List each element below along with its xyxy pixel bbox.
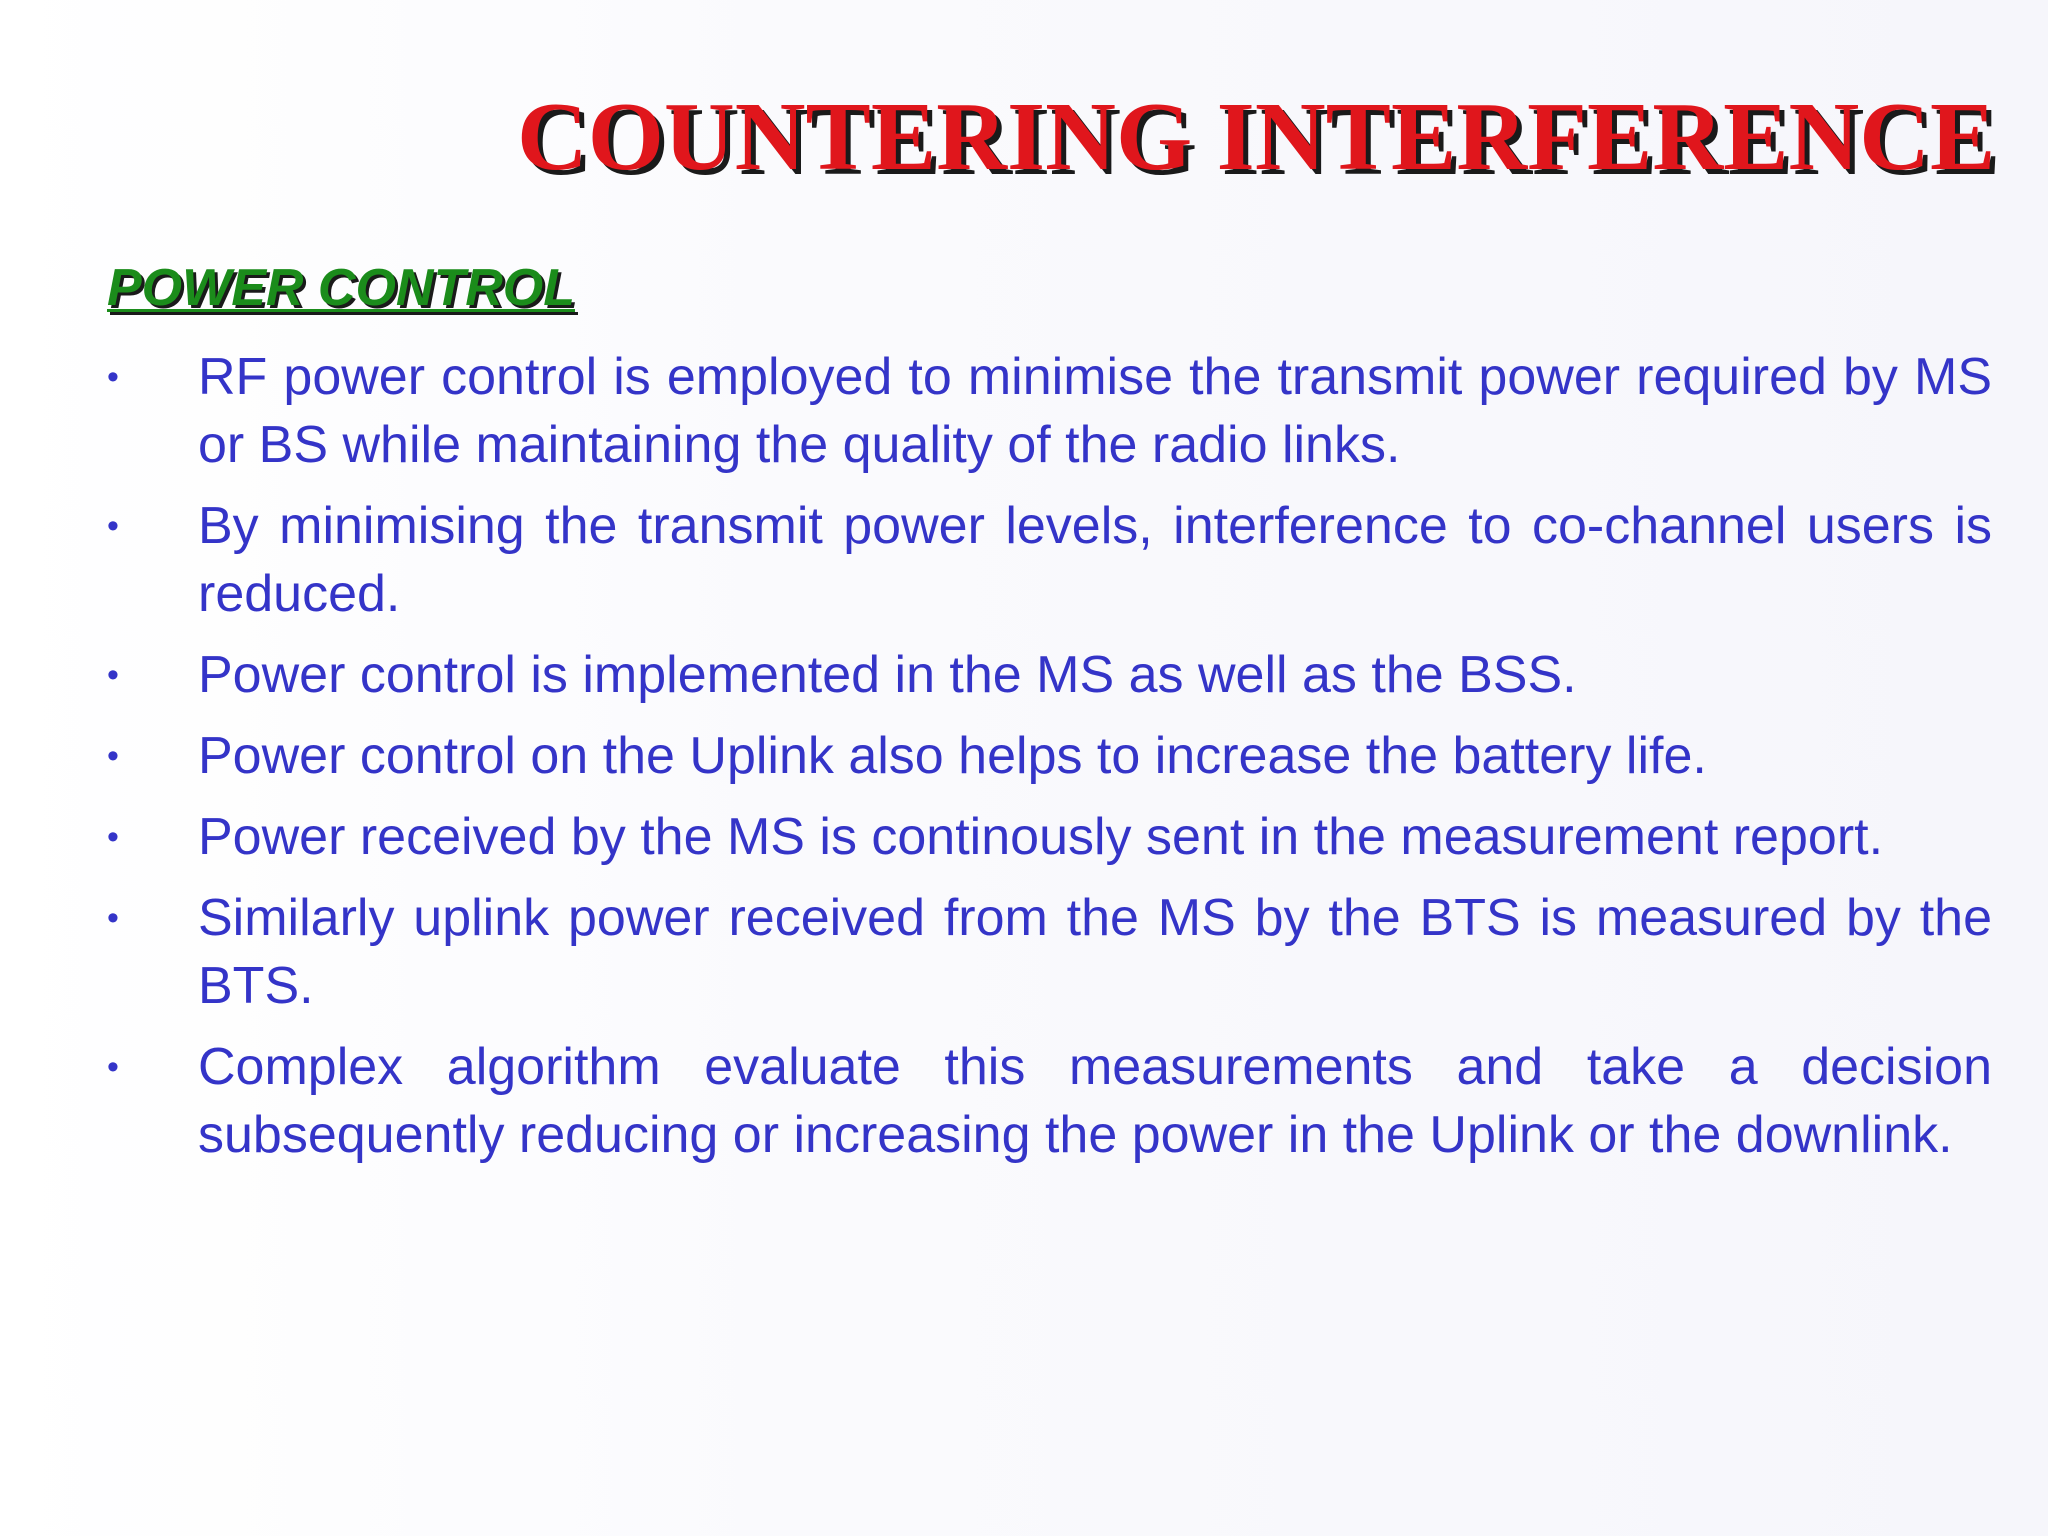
bullet-text: Similarly uplink power received from the MS by the BTS is measured by the BTS.	[198, 889, 1992, 1015]
bullet-text: Power control on the Uplink also helps to increase the battery life.	[198, 727, 1707, 785]
slide-title: COUNTERING INTERFERENCE	[517, 83, 1996, 191]
bullet-item	[107, 1033, 1992, 1169]
bullet-icon: •	[107, 1048, 119, 1086]
bullet-icon: •	[107, 818, 119, 856]
bullet-text: Complex algorithm evaluate this measurements and take a decision subsequently reducing or increasing the power in the Uplink or the downlink.	[198, 1038, 1992, 1164]
bullet-item	[107, 803, 1992, 871]
bullet-icon: •	[107, 656, 119, 694]
bullet-item	[107, 884, 1992, 1020]
bullet-text: Power control is implemented in the MS as well as the BSS.	[198, 646, 1577, 704]
bullet-icon: •	[107, 899, 119, 937]
bullet-list	[107, 343, 1992, 1182]
bullet-icon: •	[107, 507, 119, 545]
bullet-text: RF power control is employed to minimise the transmit power required by MS or BS while maintaining the quality of the radio links.	[198, 348, 1992, 474]
bullet-item	[107, 343, 1992, 479]
bullet-item	[107, 492, 1992, 628]
bullet-text: By minimising the transmit power levels, interference to co-channel users is reduced.	[198, 497, 1992, 623]
bullet-icon: •	[107, 358, 119, 396]
bullet-item	[107, 641, 1992, 709]
bullet-item	[107, 722, 1992, 790]
section-heading: POWER CONTROL	[107, 259, 575, 317]
bullet-text: Power received by the MS is continously sent in the measurement report.	[198, 808, 1884, 866]
bullet-icon: •	[107, 737, 119, 775]
